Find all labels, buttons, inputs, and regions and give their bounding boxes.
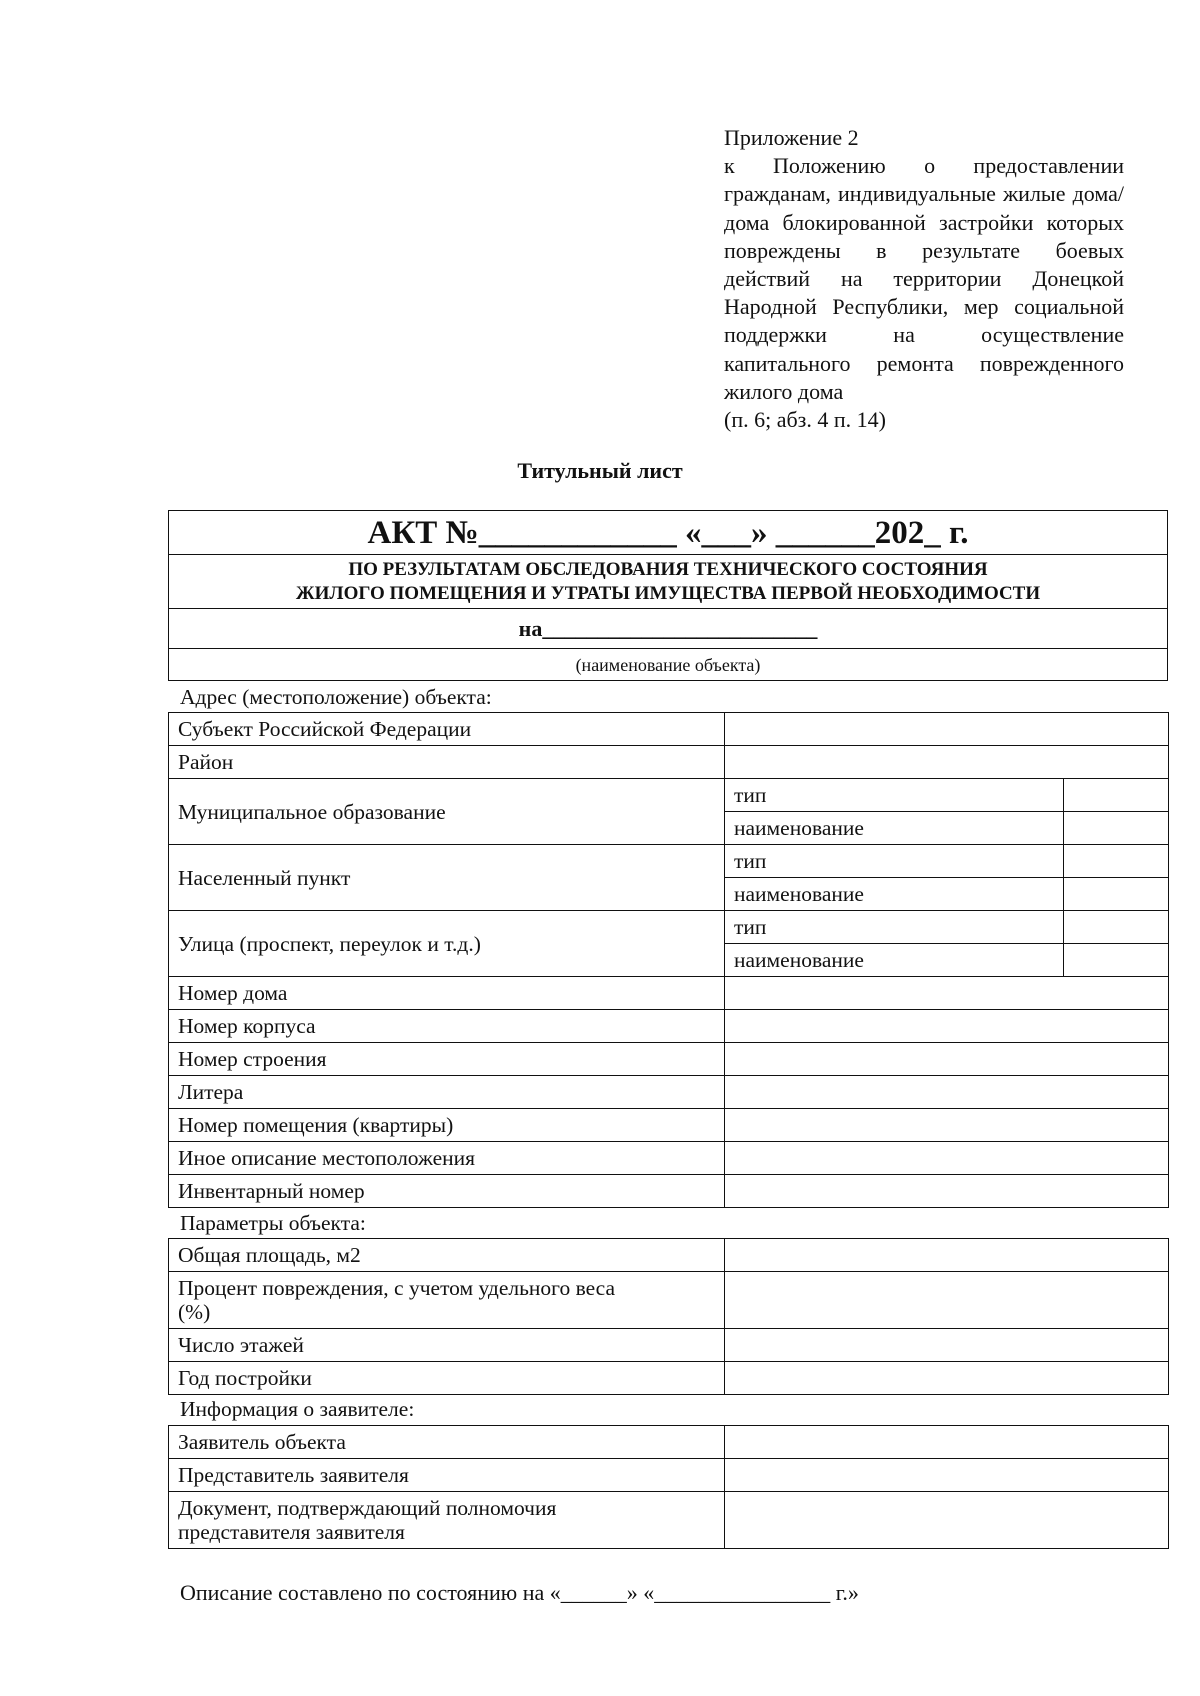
description-date-line: Описание составлено по состоянию на «______» «________________ г.» <box>180 1580 859 1605</box>
inventory-value[interactable] <box>725 1175 1169 1208</box>
municipality-name-value[interactable] <box>1064 812 1169 845</box>
other-location-label: Иное описание местоположения <box>169 1142 725 1175</box>
act-number-text: АКТ №____________ «___» ______202_ г. <box>367 514 969 551</box>
municipality-name-label: наименование <box>725 812 1064 845</box>
object-name-field[interactable] <box>169 609 1168 649</box>
appendix-body: к Положению о предоставлении гражданам, индивидуальные жилые дома/дома блокированной застройки которых повреждены в результате боевых действий на территории Донецкой Народной Республики, мер социальной поддержки на осуществление капитального ремонта поврежденного жилого дома <box>724 153 1124 404</box>
applicant-value[interactable] <box>725 1426 1169 1459</box>
settlement-type-label: тип <box>725 845 1064 878</box>
settlement-name-value[interactable] <box>1064 878 1169 911</box>
district-value[interactable] <box>725 746 1169 779</box>
representative-label: Представитель заявителя <box>169 1459 725 1492</box>
settlement-name-label: наименование <box>725 878 1064 911</box>
apartment-value[interactable] <box>725 1109 1169 1142</box>
damage-label-line2: (%) <box>178 1300 211 1324</box>
year-label: Год постройки <box>169 1362 725 1395</box>
page-title: Титульный лист <box>517 458 683 483</box>
appendix-number: Приложение 2 <box>724 125 859 150</box>
apartment-label: Номер помещения (квартиры) <box>169 1109 725 1142</box>
street-name-value[interactable] <box>1064 944 1169 977</box>
building-label: Номер корпуса <box>169 1010 725 1043</box>
structure-value[interactable] <box>725 1043 1169 1076</box>
damage-label-line1: Процент повреждения, с учетом удельного веса <box>178 1276 616 1300</box>
params-table <box>168 1238 1169 1395</box>
act-subtitle-line2: ЖИЛОГО ПОМЕЩЕНИЯ И УТРАТЫ ИМУЩЕСТВА ПЕРВОЙ НЕОБХОДИМОСТИ <box>295 582 1041 604</box>
damage-label <box>169 1272 725 1329</box>
address-table <box>168 712 1169 1208</box>
subject-label: Субъект Российской Федерации <box>169 713 725 746</box>
authority-document-value[interactable] <box>725 1492 1169 1549</box>
object-name-caption: (наименование объекта) <box>575 655 761 675</box>
street-name-label: наименование <box>725 944 1064 977</box>
settlement-label: Населенный пункт <box>169 845 725 911</box>
authority-document-label <box>169 1492 725 1549</box>
structure-label: Номер строения <box>169 1043 725 1076</box>
area-value[interactable] <box>725 1239 1169 1272</box>
other-location-value[interactable] <box>725 1142 1169 1175</box>
inventory-label: Инвентарный номер <box>169 1175 725 1208</box>
house-label: Номер дома <box>169 977 725 1010</box>
act-number-line <box>169 511 1168 555</box>
litera-value[interactable] <box>725 1076 1169 1109</box>
municipality-label: Муниципальное образование <box>169 779 725 845</box>
street-type-value[interactable] <box>1064 911 1169 944</box>
municipality-type-label: тип <box>725 779 1064 812</box>
district-label: Район <box>169 746 725 779</box>
municipality-type-value[interactable] <box>1064 779 1169 812</box>
year-value[interactable] <box>725 1362 1169 1395</box>
applicant-label: Заявитель объекта <box>169 1426 725 1459</box>
litera-label: Литера <box>169 1076 725 1109</box>
building-value[interactable] <box>725 1010 1169 1043</box>
subject-value[interactable] <box>725 713 1169 746</box>
act-subtitle <box>169 555 1168 609</box>
area-label: Общая площадь, м2 <box>169 1239 725 1272</box>
applicant-table <box>168 1425 1169 1549</box>
appendix-reference: (п. 6; абз. 4 п. 14) <box>724 407 886 433</box>
street-label: Улица (проспект, переулок и т.д.) <box>169 911 725 977</box>
street-type-label: тип <box>725 911 1064 944</box>
object-name-caption-cell <box>169 649 1168 681</box>
house-value[interactable] <box>725 977 1169 1010</box>
floors-label: Число этажей <box>169 1329 725 1362</box>
appendix-block <box>724 124 1124 434</box>
authority-document-line2: представителя заявителя <box>178 1520 405 1544</box>
address-section-label: Адрес (местоположение) объекта: <box>180 685 492 709</box>
act-subtitle-line1: ПО РЕЗУЛЬТАТАМ ОБСЛЕДОВАНИЯ ТЕХНИЧЕСКОГО СОСТОЯНИЯ <box>348 558 988 580</box>
object-name-line: на_________________________ <box>518 615 818 641</box>
applicant-section-label: Информация о заявителе: <box>180 1397 415 1421</box>
act-header-table <box>168 510 1168 681</box>
authority-document-line1: Документ, подтверждающий полномочия <box>178 1496 557 1520</box>
damage-value[interactable] <box>725 1272 1169 1329</box>
representative-value[interactable] <box>725 1459 1169 1492</box>
floors-value[interactable] <box>725 1329 1169 1362</box>
settlement-type-value[interactable] <box>1064 845 1169 878</box>
params-section-label: Параметры объекта: <box>180 1211 366 1235</box>
